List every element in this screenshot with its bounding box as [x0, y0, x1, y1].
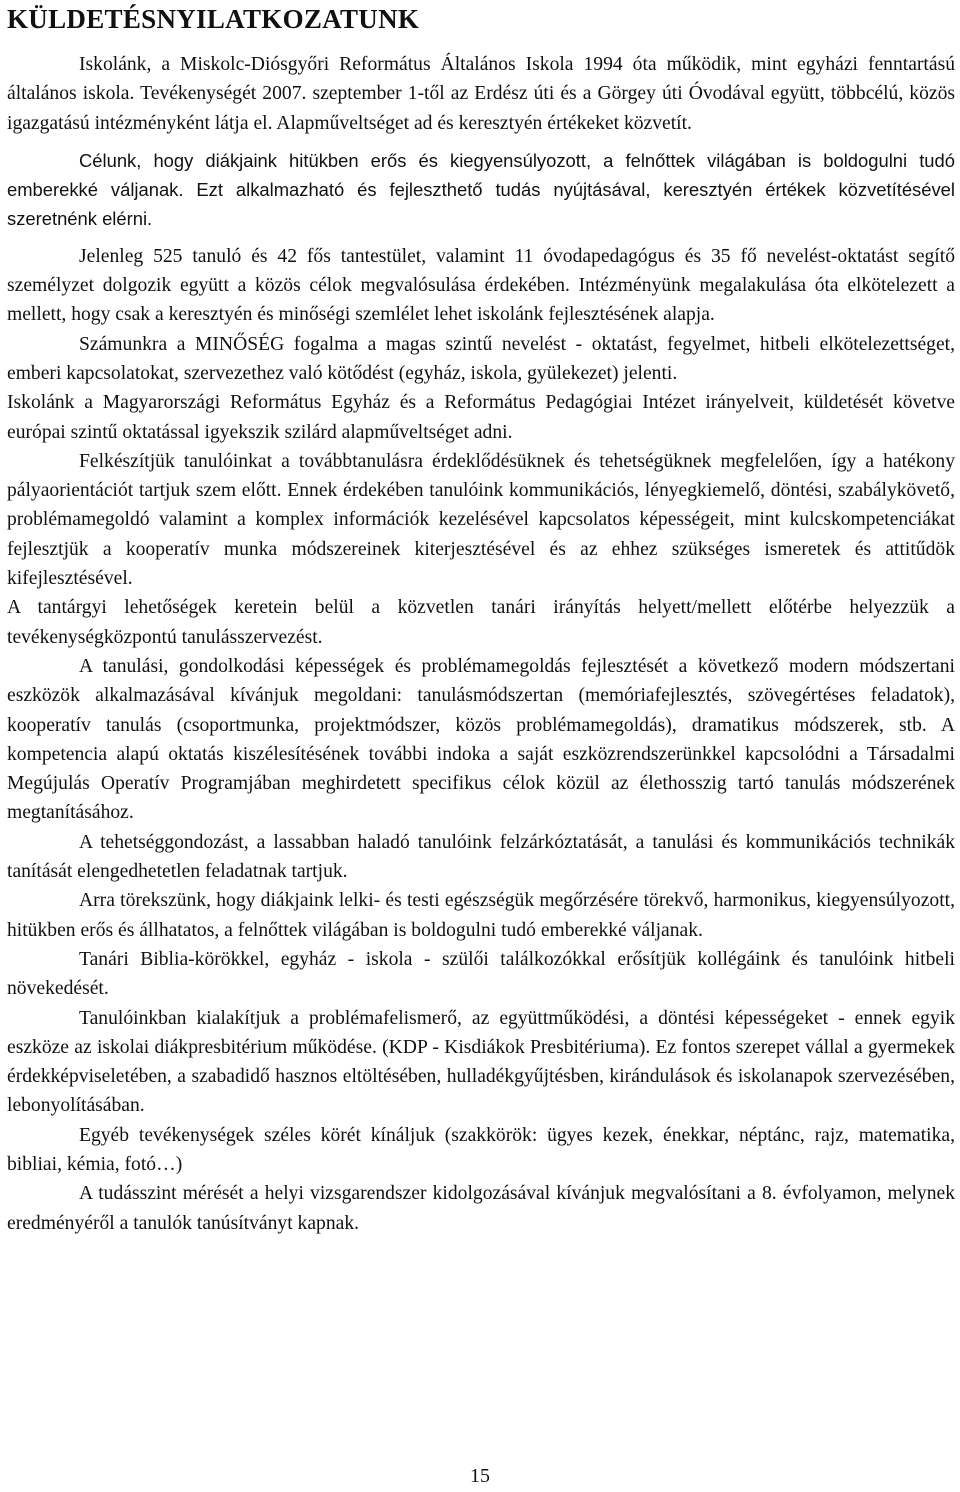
paragraph-staff: Jelenleg 525 tanuló és 42 fős tantestület, valamint 11 óvodapedagógus és 35 fő nevelést-oktatást segítő személyzet dolgozik együtt a közös célok megvalósulása érdekében. Intézményünk megalakulása óta elkötelezett a mellett, hogy csak a keresztyén és minőségi szemlélet lehet iskolánk fejlesztésének alapja.	[7, 245, 955, 326]
paragraph-guidelines: Iskolánk a Magyarországi Református Egyház és a Református Pedagógiai Intézet irányelveit, küldetését követve európai szintű oktatással igyekszik szilárd alapműveltséget adni.	[7, 392, 955, 443]
paragraph-quality: Számunkra a MINŐSÉG fogalma a magas szintű nevelést - oktatást, fegyelmet, hitbeli elkötelezettséget, emberi kapcsolatokat, szervezethez való kötődést (egyház, iskola, gyülekezet) jelenti.	[7, 333, 955, 384]
page-number: 15	[470, 1465, 490, 1487]
paragraph-intro: Iskolánk, a Miskolc-Diósgyőri Református Általános Iskola 1994 óta működik, mint egyházi fenntartású általános iskola. Tevékenységét 2007. szeptember 1-től az Erdész úti és a Görgey úti Óvodával együtt, többcélú, közös igazgatású intézményként látja el. Alapműveltséget ad és keresztyén értékeket közvetít.	[7, 54, 955, 134]
footer-divider	[7, 1458, 955, 1459]
paragraph-assessment: A tudásszint mérését a helyi vizsgarendszer kidolgozásával kívánjuk megvalósítani a 8. évfolyamon, melynek eredményéről a tanulók tanúsítványt kapnak.	[7, 1183, 955, 1234]
paragraph-further-education: Felkészítjük tanulóinkat a továbbtanulásra érdeklődésüknek és tehetségüknek megfelelően, így a hatékony pályaorientációt tartjuk szem előtt. Ennek érdekében tanulóink kommunikációs, lényegkiemelő, döntési, szabálykövető, problémamegoldó valamint a komplex információk kezelésével kapcsolatos képességeit, mint kulcskompetenciákat fejlesztjük a kooperatív munka módszereinek kiterjesztésével és az ehhez szükséges ismeretek és attitűdök kifejlesztésével.	[7, 450, 955, 590]
paragraph-activities: Egyéb tevékenységek széles körét kínáljuk (szakkörök: ügyes kezek, énekkar, néptánc, rajz, matematika, bibliai, kémia, fotó…)	[7, 1124, 955, 1175]
paragraph-health: Arra törekszünk, hogy diákjaink lelki- és testi egészségük megőrzésére törekvő, harmonikus, kiegyensúlyozott, hitükben erős és állhatatos, a felnőttek világában is boldogulni tudó emberekké váljanak.	[7, 890, 955, 941]
paragraph-activity-centered: A tantárgyi lehetőségek keretein belül a közvetlen tanári irányítás helyett/mellett előtérbe helyezzük a tevékenységközpontú tanulásszervezést.	[7, 597, 955, 648]
paragraph-faith: Tanári Biblia-körökkel, egyház - iskola - szülői találkozókkal erősítjük kollégáink és tanulóink hitbeli növekedését.	[7, 948, 955, 1000]
paragraph-talent-care: A tehetséggondozást, a lassabban haladó tanulóink felzárkóztatását, a tanulási és kommunikációs technikák tanítását elengedhetetlen feladatnak tartjuk.	[7, 831, 955, 883]
paragraph-methods: A tanulási, gondolkodási képességek és problémamegoldás fejlesztését a következő modern módszertani eszközök alkalmazásával kívánjuk megoldani: tanulásmódszertan (memóriafejlesztés, szövegértéses feladatok), kooperatív tanulás (csoportmunka, projektmódszer, közös problémamegoldás), dramatikus módszerek, stb. A kompetencia alapú oktatás kiszélesítésének további indoka a saját eszközrendszerünkkel kapcsolódni a Társadalmi Megújulás Operatív Programjában meghirdetett specifikus célok közül az élethosszig tartó tanulás módszerének megtanításához.	[7, 655, 955, 824]
paragraph-presbytery: Tanulóinkban kialakítjuk a problémafelismerő, az együttműködési, a döntési képességeket - ennek egyik eszköze az iskolai diákpresbitérium működése. (KDP - Kisdiákok Presbitériuma). Ez fontos szerepet vállal a gyermekek érdekképviseletében, a szabadidő hasznos eltöltésében, hulladékgyűjtésben, kirándulások és iskolanapok szervezésében, lebonyolításában.	[7, 1007, 955, 1117]
page-title: KÜLDETÉSNYILATKOZATUNK	[7, 4, 420, 34]
paragraph-goals: Célunk, hogy diákjaink hitükben erős és kiegyensúlyozott, a felnőttek világában is boldogulni tudó emberekké váljanak. Ezt alkalmazható és fejleszthető tudás nyújtásával, keresztyén értékek közvetítésével szeretnénk elérni.	[7, 149, 955, 230]
